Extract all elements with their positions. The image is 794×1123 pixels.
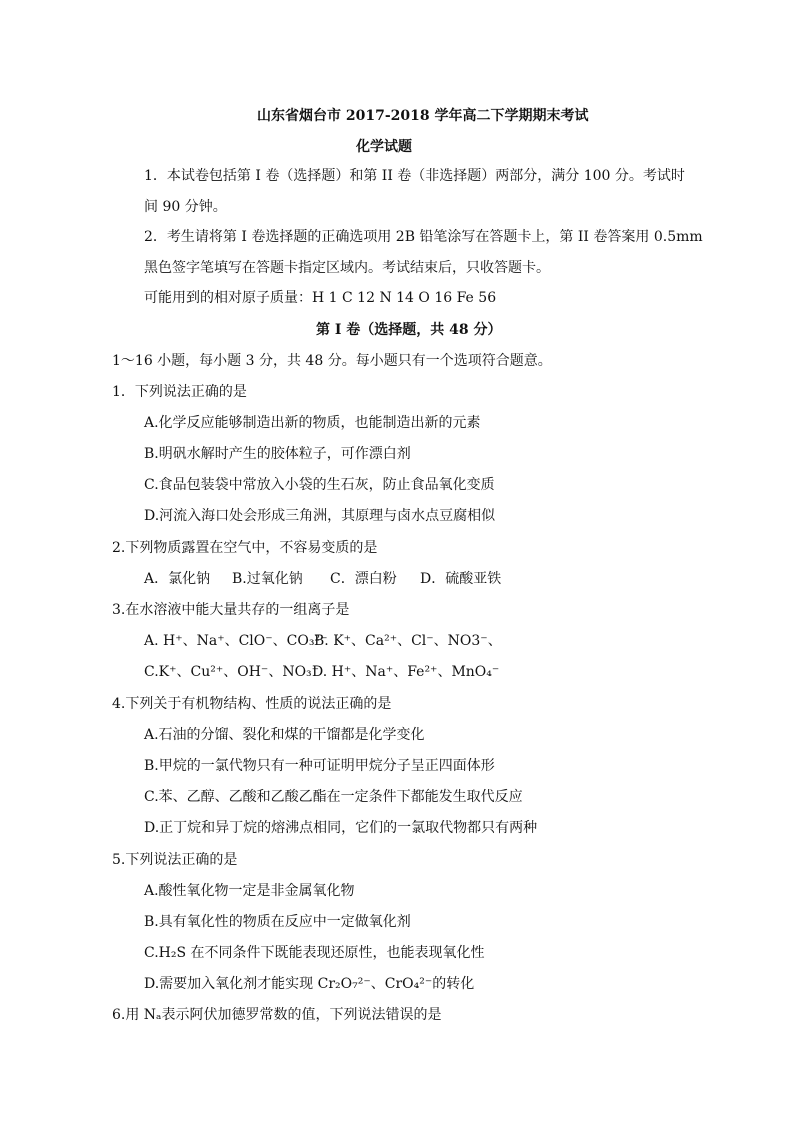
instruction-1-line-1: 1．本试卷包括第 I 卷（选择题）和第 II 卷（非选择题）两部分，满分 100 分。考试时: [144, 168, 685, 184]
question-4-option-a: A.石油的分馏、裂化和煤的干馏都是化学变化: [144, 727, 425, 743]
question-3-option-b: B. K⁺、Ca²⁺、Cl⁻、NO3⁻、: [314, 633, 502, 649]
question-1-option-a: A.化学反应能够制造出新的物质，也能制造出新的元素: [144, 415, 481, 431]
question-1-option-d: D.河流入海口处会形成三角洲，其原理与卤水点豆腐相似: [144, 508, 496, 524]
question-3-option-d: D. H⁺、Na⁺、Fe²⁺、MnO₄⁻: [312, 664, 500, 680]
exam-title: 山东省烟台市 2017-2018 学年高二下学期期末考试: [257, 108, 589, 124]
question-5-option-c: C.H₂S 在不同条件下既能表现还原性，也能表现氧化性: [144, 945, 485, 961]
question-3-option-a: A. H⁺、Na⁺、ClO⁻、CO₃²⁻: [144, 633, 328, 649]
atomic-mass-note: 可能用到的相对原子质量：H 1 C 12 N 14 O 16 Fe 56: [144, 290, 497, 306]
question-5-option-d: D.需要加入氧化剂才能实现 Cr₂O₇²⁻、CrO₄²⁻的转化: [144, 976, 475, 992]
question-2-option-d: D．硫酸亚铁: [420, 571, 502, 587]
question-4-stem: 4.下列关于有机物结构、性质的说法正确的是: [112, 696, 392, 712]
question-4-option-b: B.甲烷的一氯代物只有一种可证明甲烷分子呈正四面体形: [144, 758, 495, 774]
question-2-option-c: C．漂白粉: [330, 571, 397, 587]
question-6-stem: 6.用 Nₐ表示阿伏加德罗常数的值，下列说法错误的是: [112, 1007, 442, 1023]
section-1-intro: 1～16 小题，每小题 3 分，共 48 分。每小题只有一个选项符合题意。: [112, 353, 552, 369]
exam-subject: 化学试题: [356, 139, 412, 155]
question-3-stem: 3.在水溶液中能大量共存的一组离子是: [112, 602, 350, 618]
question-5-stem: 5.下列说法正确的是: [112, 852, 238, 868]
question-1-option-c: C.食品包装袋中常放入小袋的生石灰，防止食品氧化变质: [144, 477, 495, 493]
question-5-option-b: B.具有氧化性的物质在反应中一定做氧化剂: [144, 914, 411, 930]
instruction-1-line-2: 间 90 分钟。: [144, 199, 227, 215]
question-1-stem: 1．下列说法正确的是: [112, 384, 247, 400]
question-2-stem: 2.下列物质露置在空气中，不容易变质的是: [112, 540, 378, 556]
question-2-option-b: B.过氧化钠: [232, 571, 303, 587]
question-4-option-d: D.正丁烷和异丁烷的熔沸点相同，它们的一氯取代物都只有两种: [144, 820, 538, 836]
question-1-option-b: B.明矾水解时产生的胶体粒子，可作漂白剂: [144, 446, 411, 462]
question-3-option-c: C.K⁺、Cu²⁺、OH⁻、NO₃⁻: [144, 664, 320, 680]
question-4-option-c: C.苯、乙醇、乙酸和乙酸乙酯在一定条件下都能发生取代反应: [144, 789, 523, 805]
instruction-2-line-1: 2．考生请将第 I 卷选择题的正确选项用 2B 铅笔涂写在答题卡上，第 II 卷答案用 0.5mm: [144, 229, 703, 245]
question-5-option-a: A.酸性氧化物一定是非金属氧化物: [144, 883, 355, 899]
section-1-title: 第 I 卷（选择题，共 48 分）: [316, 322, 502, 338]
instruction-2-line-2: 黑色签字笔填写在答题卡指定区域内。考试结束后，只收答题卡。: [144, 260, 550, 276]
question-2-option-a: A．氯化钠: [144, 571, 211, 587]
